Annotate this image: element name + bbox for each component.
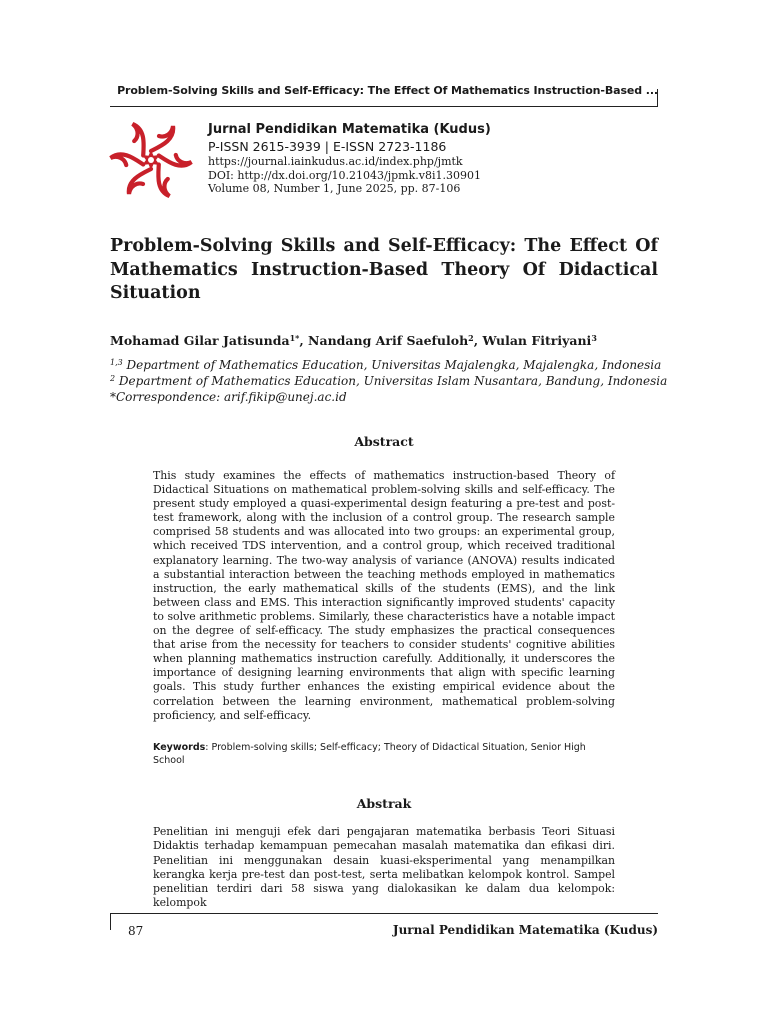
footer-rule-tick [110, 913, 111, 930]
keywords [153, 741, 615, 767]
logo-center [148, 157, 154, 163]
author-mark: 1* [289, 333, 300, 343]
author-separator: , [299, 333, 309, 348]
footer-rule [110, 913, 658, 914]
author-separator: , [473, 333, 483, 348]
journal-logo [110, 122, 192, 198]
author-name: Nandang Arif Saefuloh [308, 333, 469, 348]
journal-volume: Volume 08, Number 1, June 2025, pp. 87-106 [208, 182, 461, 195]
abstract-body: This study examines the effects of mathematics instruction-based Theory of Didactical Situations on mathematical problem-solving skills and self-efficacy. The present study employed a quasi-experimental design featuring a pre-test and post-test framework, along with the inclusion of a control group. The research sample comprised 58 students and was allocated into two groups: an experimental group, which received TDS intervention, and a control group, which received traditional explanatory learning. The two-way analysis of variance (ANOVA) results indicated a substantial interaction between the teaching methods employed in mathematics instruction, the early mathematical skills of the students (EMS), and the link between class and EMS. This interaction significantly improved students' capacity to solve arithmetic problems. Similarly, these characteristics have a notable impact on the degree of self-efficacy. The study emphasizes the practical consequences that arise from the necessity for teachers to consider students' cognitive abilities when planning mathematics instruction carefully. Additionally, it underscores the importance of designing learning environments that align with specific learning goals. This study further enhances the existing empirical evidence about the correlation between the learning environment, mathematical problem-solving proficiency, and self-efficacy. [153, 469, 615, 722]
author-mark: 2 [468, 333, 474, 343]
header-rule [110, 106, 658, 107]
journal-url[interactable]: https://journal.iainkudus.ac.id/index.php/jmtk [208, 155, 463, 168]
footer-journal-name: Jurnal Pendidikan Matematika (Kudus) [392, 923, 658, 937]
keywords-label: Keywords [153, 742, 206, 753]
logo-petal [151, 126, 173, 151]
running-header: Problem-Solving Skills and Self-Efficacy: The Effect Of Mathematics Instruction-Based ... [117, 84, 658, 97]
keywords-list: : Problem-solving skills; Self-efficacy; Theory of Didactical Situation, Senior High School [153, 742, 586, 766]
journal-issn: P-ISSN 2615-3939 | E-ISSN 2723-1186 [208, 139, 447, 154]
affiliation-mark: 1,3 [110, 358, 123, 367]
article-title: Problem-Solving Skills and Self-Efficacy: The Effect Of Mathematics Instruction-Based Theory Of Didactical Situation [110, 236, 658, 303]
correspondence[interactable]: *Correspondence: arif.fikip@unej.ac.id [110, 390, 347, 404]
abstrak-body: Penelitian ini menguji efek dari pengajaran matematika berbasis Teori Situasi Didaktis terhadap kemampuan pemecahan masalah matematika dan efikasi diri. Penelitian ini menggunakan desain kuasi-eksperimental yang menampilkan kerangka kerja pre-test dan post-test, serta melibatkan kelompok kontrol. Sampel penelitian terdiri dari 58 siswa yang dialokasikan ke dalam dua kelompok: kelompok [153, 825, 615, 910]
abstract-heading: Abstract [354, 434, 414, 449]
affiliation [110, 373, 668, 389]
author-name: Mohamad Gilar Jatisunda [110, 333, 290, 348]
abstrak-heading: Abstrak [356, 796, 412, 811]
page-number: 87 [128, 924, 144, 938]
logo-petal [159, 143, 192, 175]
author-list [110, 333, 658, 349]
affiliation-mark: 2 [110, 374, 116, 383]
affiliation-text: Department of Mathematics Education, Universitas Islam Nusantara, Bandung, Indonesia [115, 374, 668, 388]
journal-masthead [208, 121, 648, 196]
author-name: Wulan Fitriyani [482, 333, 592, 348]
header-rule-tick [657, 89, 658, 106]
logo-petal [129, 169, 151, 194]
author-mark: 3 [591, 333, 597, 343]
affiliation [110, 357, 662, 373]
journal-name: Jurnal Pendidikan Matematika (Kudus) [208, 122, 491, 137]
journal-doi[interactable]: DOI: http://dx.doi.org/10.21043/jpmk.v8i1.30901 [208, 168, 481, 182]
logo-petal [110, 145, 143, 177]
affiliation-text: Department of Mathematics Education, Universitas Majalengka, Majalengka, Indonesia [122, 358, 662, 372]
